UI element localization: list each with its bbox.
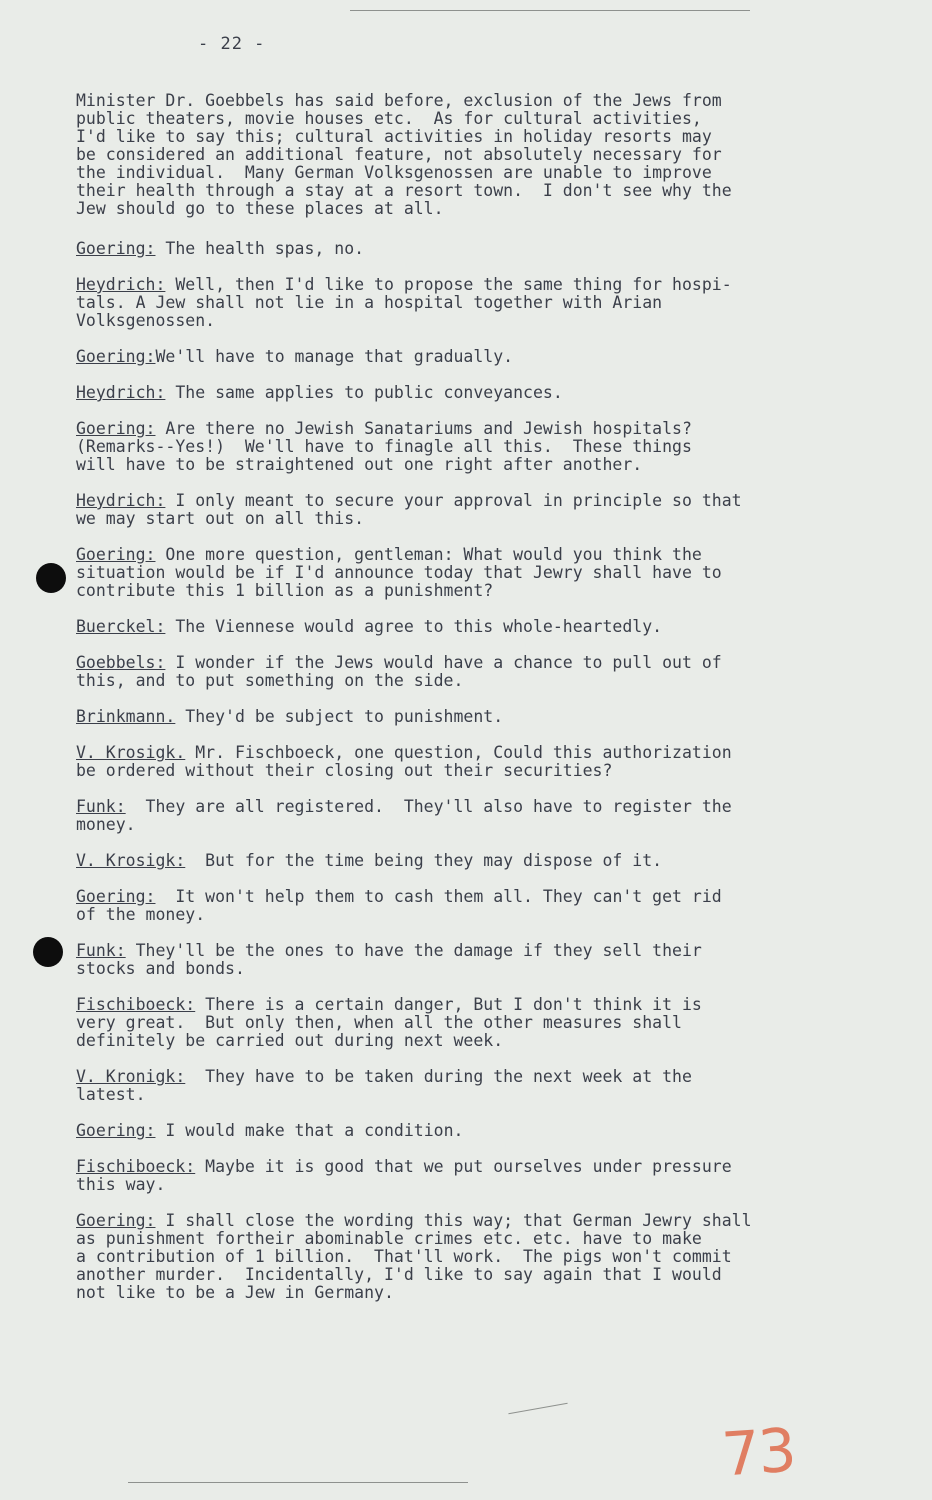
speaker-name: Goering: bbox=[76, 1211, 156, 1230]
speech-line: Mr. Fischboeck, one question, Could this authorization bbox=[185, 743, 732, 762]
speaker-name: Goering: bbox=[76, 419, 156, 438]
intro-line: public theaters, movie houses etc. As for cultural activities, bbox=[76, 109, 702, 128]
speech-line: Volksgenossen. bbox=[76, 311, 216, 330]
punch-hole-bottom bbox=[33, 937, 63, 967]
exchange-heydrich-3 bbox=[76, 492, 866, 528]
speaker-name: Heydrich: bbox=[76, 383, 166, 402]
intro-line: I'd like to say this; cultural activities in holiday resorts may bbox=[76, 127, 712, 146]
speech-line: we may start out on all this. bbox=[76, 509, 365, 528]
speaker-name: V. Kronigk: bbox=[76, 1067, 186, 1086]
speech-line: a contribution of 1 billion. That'll work. The pigs won't commit bbox=[76, 1247, 732, 1266]
speech-line: this way. bbox=[76, 1175, 166, 1194]
speech-line: The same applies to public conveyances. bbox=[165, 383, 563, 402]
exchange-goebbels bbox=[76, 654, 866, 690]
speech-line: I only meant to secure your approval in principle so that bbox=[165, 491, 742, 510]
speech-line: definitely be carried out during next week. bbox=[76, 1031, 504, 1050]
bottom-scribble bbox=[508, 1403, 567, 1414]
speech-line: They have to be taken during the next week at the bbox=[185, 1067, 692, 1086]
speaker-name: Funk: bbox=[76, 797, 126, 816]
speaker-name: Funk: bbox=[76, 941, 126, 960]
exchange-funk-1 bbox=[76, 798, 866, 834]
speech-line: latest. bbox=[76, 1085, 146, 1104]
speech-line: money. bbox=[76, 815, 136, 834]
exchange-buerckel bbox=[76, 618, 866, 636]
exchange-goering-2 bbox=[76, 348, 866, 366]
speech-line: this, and to put something on the side. bbox=[76, 671, 464, 690]
intro-line: Jew should go to these places at all. bbox=[76, 199, 444, 218]
punch-hole-top bbox=[36, 563, 66, 593]
speech-line: contribute this 1 billion as a punishment? bbox=[76, 581, 494, 600]
speaker-name: Fischiboeck: bbox=[76, 995, 196, 1014]
speech-line: We'll have to manage that gradually. bbox=[155, 347, 514, 366]
speech-line: Well, then I'd like to propose the same thing for hospi- bbox=[165, 275, 732, 294]
speaker-name: Fischiboeck: bbox=[76, 1157, 196, 1176]
exchange-goering-5 bbox=[76, 888, 866, 924]
speaker-name: V. Krosigk. bbox=[76, 743, 186, 762]
speech-line: will have to be straightened out one right after another. bbox=[76, 455, 643, 474]
speech-line: I shall close the wording this way; that German Jewry shall bbox=[155, 1211, 752, 1230]
exchange-goering-4 bbox=[76, 546, 866, 600]
bottom-edge-mark bbox=[128, 1482, 468, 1483]
speech-line: Maybe it is good that we put ourselves under pressure bbox=[195, 1157, 732, 1176]
exchange-heydrich-2 bbox=[76, 384, 866, 402]
intro-line: the individual. Many German Volksgenossen are unable to improve bbox=[76, 163, 712, 182]
speech-line: as punishment fortheir abominable crimes etc. etc. have to make bbox=[76, 1229, 702, 1248]
speech-line: situation would be if I'd announce today that Jewry shall have to bbox=[76, 563, 722, 582]
speech-line: stocks and bonds. bbox=[76, 959, 245, 978]
speech-line: It won't help them to cash them all. They can't get rid bbox=[155, 887, 722, 906]
speech-line: There is a certain danger, But I don't think it is bbox=[195, 995, 702, 1014]
speaker-name: Goering: bbox=[76, 347, 156, 366]
intro-line: be considered an additional feature, not absolutely necessary for bbox=[76, 145, 722, 164]
speaker-name: V. Krosigk: bbox=[76, 851, 186, 870]
exchange-brinkmann bbox=[76, 708, 866, 726]
speaker-name: Goering: bbox=[76, 239, 156, 258]
exchange-goering-1 bbox=[76, 240, 866, 258]
speech-line: The Viennese would agree to this whole-heartedly. bbox=[165, 617, 663, 636]
transcript-body bbox=[76, 92, 866, 1320]
exchange-fischboeck-1 bbox=[76, 996, 866, 1050]
speaker-name: Goebbels: bbox=[76, 653, 166, 672]
page-number: - 22 - bbox=[198, 34, 266, 54]
top-edge-mark bbox=[350, 10, 750, 11]
speech-line: I would make that a condition. bbox=[155, 1121, 464, 1140]
exchange-fischboeck-2 bbox=[76, 1158, 866, 1194]
speech-line: of the money. bbox=[76, 905, 206, 924]
speaker-name: Heydrich: bbox=[76, 275, 166, 294]
speech-line: One more question, gentleman: What would you think the bbox=[155, 545, 702, 564]
handwritten-page-number: 73 bbox=[719, 1415, 797, 1491]
speaker-name: Goering: bbox=[76, 545, 156, 564]
speech-line: They'll be the ones to have the damage if they sell their bbox=[125, 941, 702, 960]
speech-line: Are there no Jewish Sanatariums and Jewish hospitals? bbox=[155, 419, 692, 438]
speech-line: I wonder if the Jews would have a chance to pull out of bbox=[165, 653, 722, 672]
speech-line: another murder. Incidentally, I'd like to say again that I would bbox=[76, 1265, 722, 1284]
exchange-krosigk-3 bbox=[76, 1068, 866, 1104]
speaker-name: Goering: bbox=[76, 1121, 156, 1140]
speech-line: very great. But only then, when all the other measures shall bbox=[76, 1013, 682, 1032]
exchange-heydrich-1 bbox=[76, 276, 866, 330]
exchange-funk-2 bbox=[76, 942, 866, 978]
intro-paragraph bbox=[76, 92, 866, 218]
speech-line: They are all registered. They'll also have to register the bbox=[125, 797, 732, 816]
speech-line: They'd be subject to punishment. bbox=[175, 707, 504, 726]
speech-line: But for the time being they may dispose of it. bbox=[185, 851, 663, 870]
exchange-goering-6 bbox=[76, 1122, 866, 1140]
speech-line: The health spas, no. bbox=[155, 239, 365, 258]
exchange-goering-7 bbox=[76, 1212, 866, 1302]
speech-line: be ordered without their closing out their securities? bbox=[76, 761, 613, 780]
speaker-name: Buerckel: bbox=[76, 617, 166, 636]
speaker-name: Goering: bbox=[76, 887, 156, 906]
intro-line: Minister Dr. Goebbels has said before, exclusion of the Jews from bbox=[76, 91, 722, 110]
speech-line: not like to be a Jew in Germany. bbox=[76, 1283, 394, 1302]
speaker-name: Heydrich: bbox=[76, 491, 166, 510]
speech-line: (Remarks--Yes!) We'll have to finagle all this. These things bbox=[76, 437, 692, 456]
intro-line: their health through a stay at a resort town. I don't see why the bbox=[76, 181, 732, 200]
exchange-krosigk-2 bbox=[76, 852, 866, 870]
exchange-krosigk-1 bbox=[76, 744, 866, 780]
exchange-goering-3 bbox=[76, 420, 866, 474]
speech-line: tals. A Jew shall not lie in a hospital together with Arian bbox=[76, 293, 663, 312]
speaker-name: Brinkmann. bbox=[76, 707, 176, 726]
